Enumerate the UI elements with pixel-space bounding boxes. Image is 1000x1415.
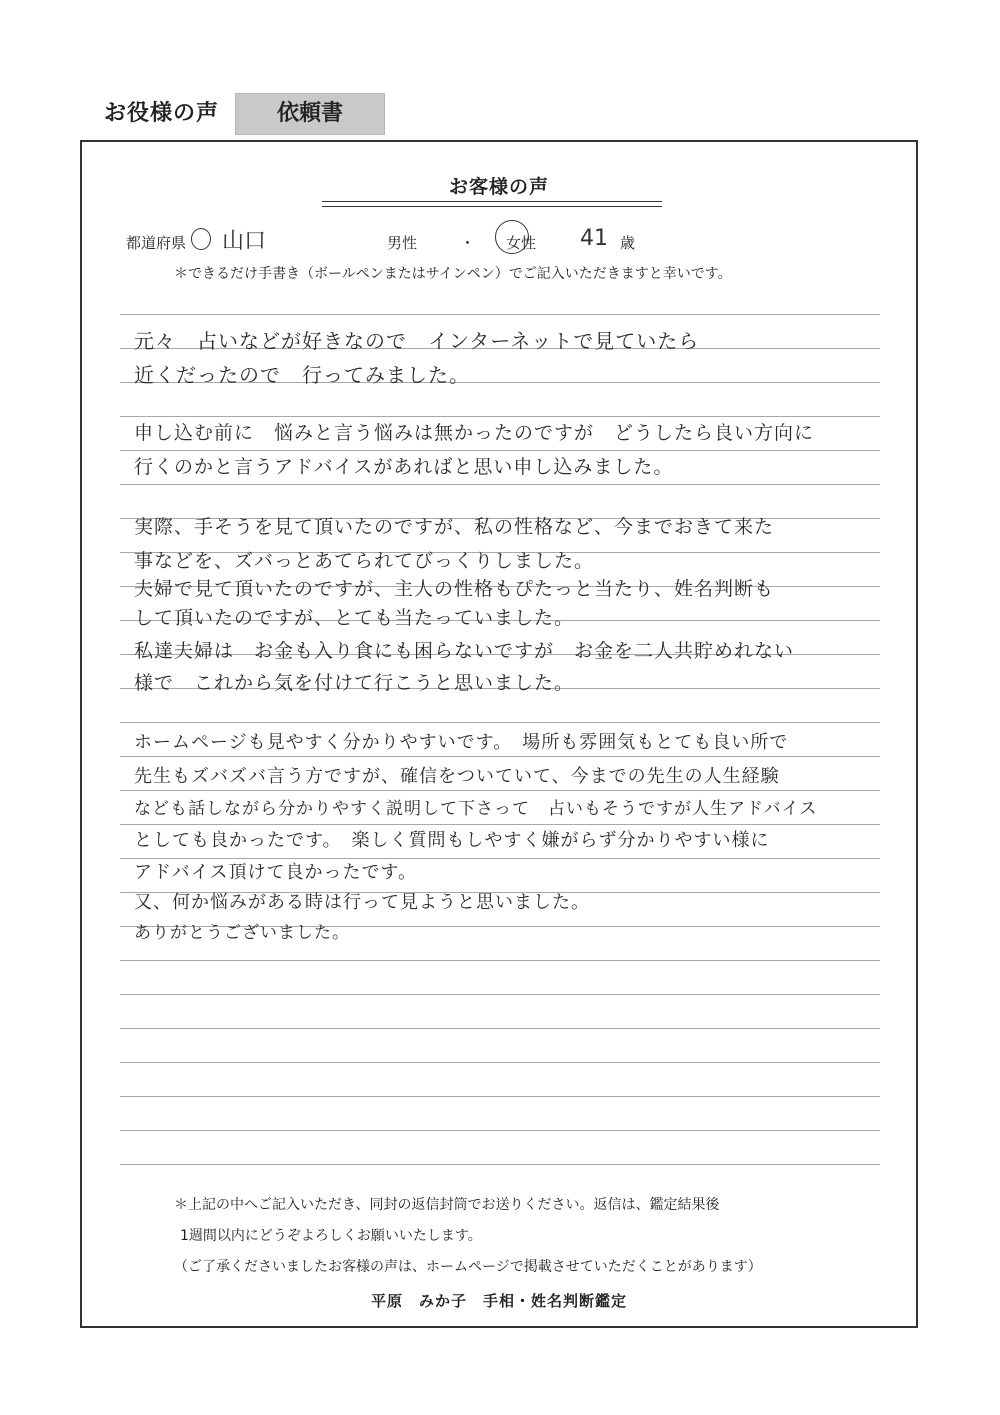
title-underline [322,201,662,202]
form-frame [80,140,918,1328]
gender-separator: ・ [460,234,476,252]
ruled-line [120,1096,880,1097]
body-line: 申し込む前に 悩みと言う悩みは無かったのですが どうしたら良い方向に [134,422,815,444]
age-unit: 歳 [620,234,636,252]
body-line: 実際、手そうを見て頂いたのですが、私の性格など、今までおきて来た [134,516,775,538]
body-line: して頂いたのですが、とても当たっていました。 [134,607,575,629]
instruction-text: ＊できるだけ手書き（ボールペンまたはサインペン）でご記入いただきますと幸いです。 [174,266,732,282]
request-form-tag: 依頼書 [235,93,385,135]
form-title: お客様の声 [448,176,549,198]
body-line: ホームページも見やすく分かりやすいです。 場所も雰囲気もとても良い所で [134,732,789,753]
body-line: 先生もズバズバ言う方ですが、確信をついていて、今までの先生の人生経験 [134,766,780,787]
header-label: お役様の声 [104,101,220,126]
ruled-line [120,1164,880,1165]
ruled-line [120,722,880,723]
female-label: 女性 [506,234,537,252]
signature: 平原 みか子 手相・姓名判断鑑定 [370,1292,627,1310]
body-line: 夫婦で見て頂いたのですが、主人の性格もぴたっと当たり、姓名判断も [134,578,775,600]
prefecture-circle-mark [191,228,211,250]
body-line: 事などを、ズバっとあてられてびっくりしました。 [134,550,595,572]
body-line: 元々 占いなどが好きなので インターネットで見ていたら [134,329,700,353]
footer-note-3: （ご了承くださいましたお客様の声は、ホームページで掲載させていただくことがあります） [174,1259,762,1275]
ruled-line [120,416,880,417]
ruled-line [120,756,880,757]
male-label: 男性 [387,234,418,252]
body-line: アドバイス頂けて良かったです。 [134,862,418,883]
ruled-line [120,1062,880,1063]
body-line: 私達夫婦は お金も入り食にも困らないですが お金を二人共貯めれない [134,640,795,662]
title-underline-second [322,206,662,207]
ruled-line [120,1028,880,1029]
prefecture-label: 都道府県 [126,234,187,252]
body-line: 様で これから気を付けて行こうと思いました。 [134,672,575,694]
body-line: 行くのかと言うアドバイスがあればと思い申し込みました。 [134,456,674,478]
ruled-line [120,484,880,485]
body-line: 近くだったので 行ってみました。 [134,363,470,387]
ruled-line [120,450,880,451]
ruled-line [120,824,880,825]
ruled-line [120,790,880,791]
ruled-line [120,994,880,995]
body-line: ありがとうございました。 [134,923,350,943]
body-line: 又、何か悩みがある時は行って見ようと思いました。 [134,892,590,913]
prefecture-value: 山口 [222,229,267,254]
ruled-line [120,960,880,961]
ruled-line [120,1130,880,1131]
ruled-line [120,314,880,315]
body-line: としても良かったです。 楽しく質問もしやすく嫌がらず分かりやすい様に [134,830,770,851]
footer-note-2: 1週間以内にどうぞよろしくお願いいたします。 [180,1228,482,1244]
body-line: なども話しながら分かりやすく説明して下さって 占いもそうですが人生アドバイス [134,799,818,819]
footer-note-1: ＊上記の中へご記入いただき、同封の返信封筒でお送りください。返信は、鑑定結果後 [174,1197,720,1213]
age-value: 41 [580,226,608,251]
